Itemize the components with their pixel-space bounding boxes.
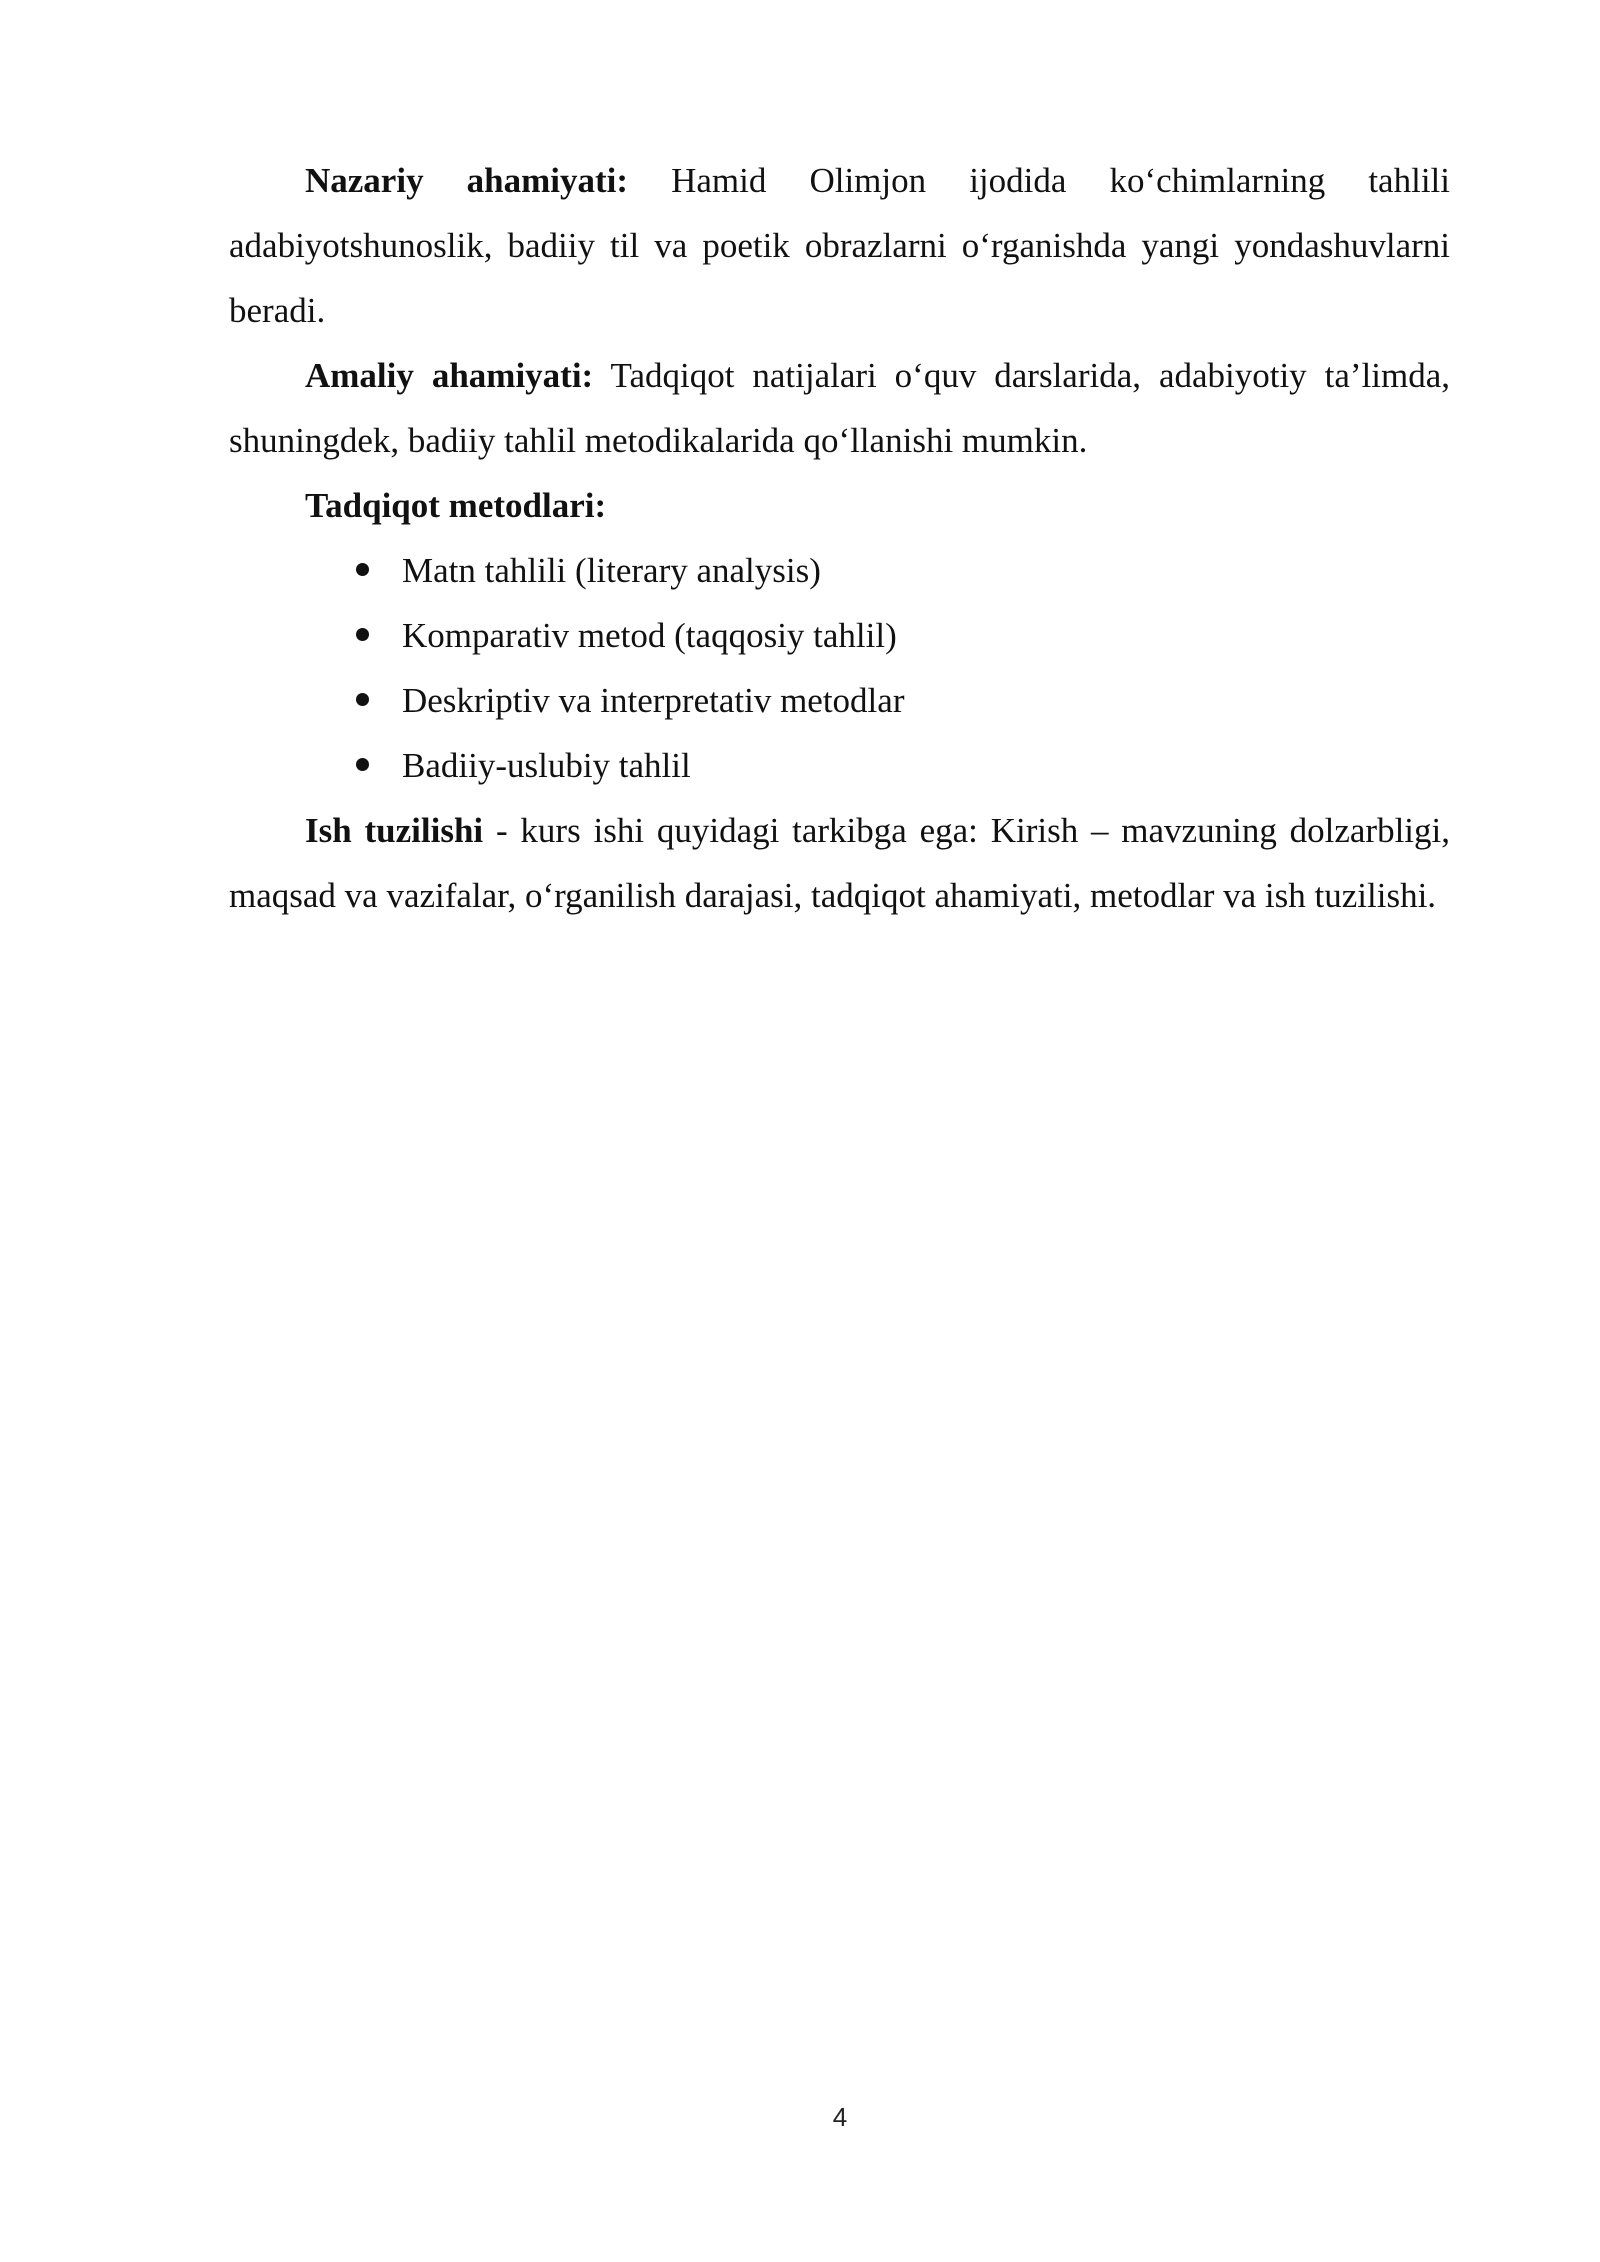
work-structure-paragraph xyxy=(229,798,1450,928)
list-item xyxy=(229,668,1450,733)
theoretical-significance-paragraph xyxy=(229,148,1450,343)
page-number: 4 xyxy=(832,2102,848,2132)
practical-significance-label: Amaliy ahamiyati: xyxy=(305,356,594,395)
research-methods-list xyxy=(229,538,1450,798)
list-item-text: Matn tahlili (literary analysis) xyxy=(402,551,821,590)
research-methods-heading: Tadqiqot metodlari: xyxy=(305,486,607,525)
bullet-icon xyxy=(356,693,369,706)
list-item-text: Deskriptiv va interpretativ metodlar xyxy=(402,681,905,720)
bullet-icon xyxy=(356,628,369,641)
theoretical-significance-text: Hamid Olimjon ijodida ko‘chimlarning tahlili adabiyotshunoslik, badiiy til va poetik obrazlarni o‘rganishda yangi yondashuvlarni beradi. xyxy=(229,161,1450,330)
list-item-text: Komparativ metod (taqqosiy tahlil) xyxy=(402,616,897,655)
theoretical-significance-label: Nazariy ahamiyati: xyxy=(305,161,629,200)
work-structure-text: - kurs ishi quyidagi tarkibga ega: Kirish – mavzuning dolzarbligi, maqsad va vazifalar, o‘rganilish darajasi, tadqiqot ahamiyati, metodlar va ish tuzilishi. xyxy=(229,811,1450,915)
page-content xyxy=(229,148,1450,928)
bullet-icon xyxy=(356,758,369,771)
bullet-icon xyxy=(356,563,369,576)
list-item xyxy=(229,538,1450,603)
list-item xyxy=(229,733,1450,798)
list-item-text: Badiiy-uslubiy tahlil xyxy=(402,746,691,785)
practical-significance-paragraph xyxy=(229,343,1450,473)
practical-significance-text: Tadqiqot natijalari o‘quv darslarida, adabiyotiy ta’limda, shuningdek, badiiy tahlil metodikalarida qo‘llanishi mumkin. xyxy=(229,356,1450,460)
work-structure-label: Ish tuzilishi xyxy=(305,811,484,850)
list-item xyxy=(229,603,1450,668)
